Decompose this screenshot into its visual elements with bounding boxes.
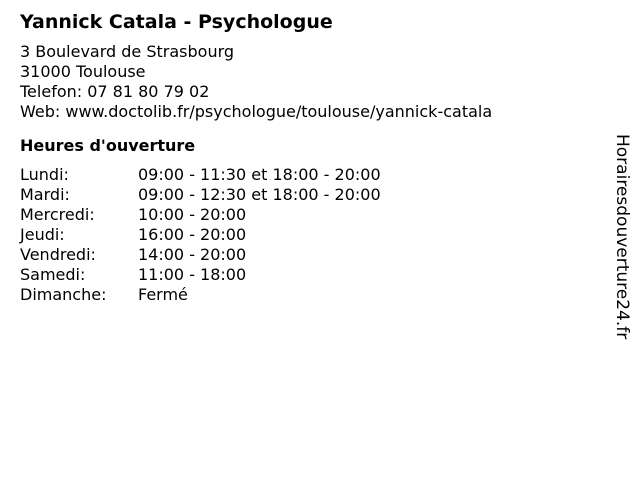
site-watermark: Horairesdouverture24.fr bbox=[612, 134, 632, 340]
hours-row-thursday bbox=[20, 225, 381, 245]
day-hours: 14:00 - 20:00 bbox=[138, 245, 247, 264]
day-hours: 09:00 - 12:30 et 18:00 - 20:00 bbox=[138, 185, 381, 204]
hours-row-monday bbox=[20, 165, 381, 185]
hours-row-saturday bbox=[20, 265, 381, 285]
day-label: Mercredi: bbox=[20, 205, 95, 224]
day-label: Jeudi: bbox=[20, 225, 65, 244]
day-hours: 16:00 - 20:00 bbox=[138, 225, 247, 244]
business-name: Yannick Catala - Psychologue bbox=[20, 11, 333, 33]
hours-row-friday bbox=[20, 245, 381, 265]
day-label: Samedi: bbox=[20, 265, 86, 284]
hours-row-wednesday bbox=[20, 205, 381, 225]
day-label: Dimanche: bbox=[20, 285, 107, 304]
day-label: Lundi: bbox=[20, 165, 69, 184]
day-label: Vendredi: bbox=[20, 245, 96, 264]
address-street: 3 Boulevard de Strasbourg bbox=[20, 42, 235, 61]
day-hours: Fermé bbox=[138, 285, 188, 304]
business-card bbox=[20, 9, 600, 305]
contact-info bbox=[20, 42, 600, 122]
opening-hours-table bbox=[20, 165, 381, 305]
day-hours: 09:00 - 11:30 et 18:00 - 20:00 bbox=[138, 165, 381, 184]
day-hours: 10:00 - 20:00 bbox=[138, 205, 247, 224]
hours-row-sunday bbox=[20, 285, 381, 305]
day-label: Mardi: bbox=[20, 185, 70, 204]
website-link: Web: www.doctolib.fr/psychologue/toulouse/yannick-catala bbox=[20, 102, 493, 121]
opening-hours-heading: Heures d'ouverture bbox=[20, 136, 196, 155]
hours-row-tuesday bbox=[20, 185, 381, 205]
phone-number: Telefon: 07 81 80 79 02 bbox=[20, 82, 210, 101]
day-hours: 11:00 - 18:00 bbox=[138, 265, 247, 284]
address-city: 31000 Toulouse bbox=[20, 62, 146, 81]
